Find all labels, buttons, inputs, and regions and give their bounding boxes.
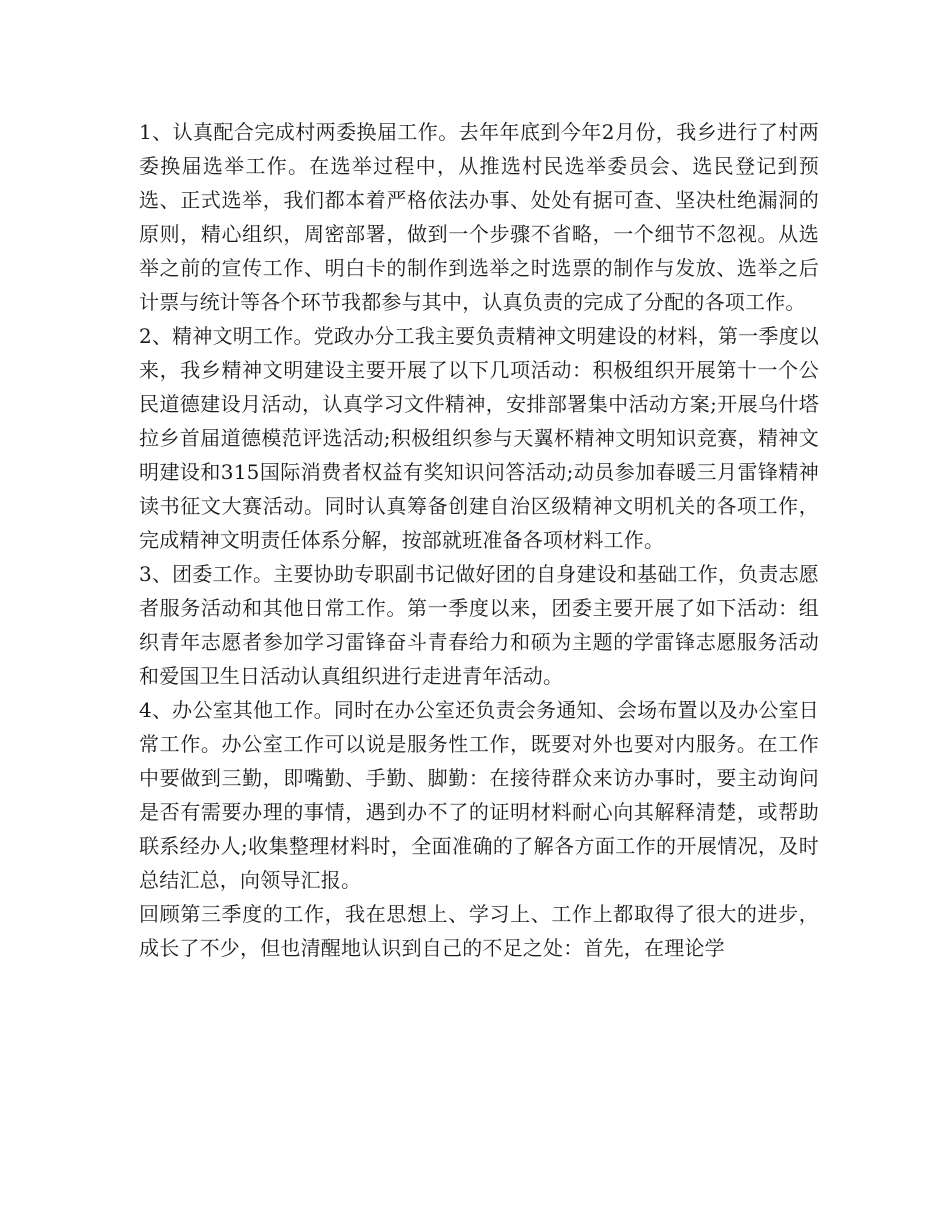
paragraph-spiritual-civilization: 2、精神文明工作。党政办分工我主要负责精神文明建设的材料，第一季度以来，我乡精神文明建设主要开展了以下几项活动：积极组织开展第十一个公民道德建设月活动，认真学习文件精神，安排部署集中活动方案;开展乌什塔拉乡首届道德模范评选活动;积极组织参与天翼杯精神文明知识竞赛，精神文明建设和315国际消费者权益有奖知识问答活动;动员参加春暖三月雷锋精神读书征文大赛活动。同时认真筹备创建自治区级精神文明机关的各项工作，完成精神文明责任体系分解，按部就班准备各项材料工作。 xyxy=(139,324,819,552)
paragraph-office-work: 4、办公室其他工作。同时在办公室还负责会务通知、会场布置以及办公室日常工作。办公室工作可以说是服务性工作，既要对外也要对内服务。在工作中要做到三勤，即嘴勤、手勤、脚勤：在接待群众来访办事时，要主动询问是否有需要办理的事情，遇到办不了的证明材料耐心向其解释清楚，或帮助联系经办人;收集整理材料时，全面准确的了解各方面工作的开展情况，及时总结汇总，向领导汇报。 xyxy=(139,698,819,892)
document-body xyxy=(139,115,819,965)
paragraph-review: 回顾第三季度的工作，我在思想上、学习上、工作上都取得了很大的进步，成长了不少，但也清醒地认识到自己的不足之处：首先，在理论学 xyxy=(139,902,819,960)
paragraph-village-election: 1、认真配合完成村两委换届工作。去年年底到今年2月份，我乡进行了村两委换届选举工作。在选举过程中，从推选村民选举委员会、选民登记到预选、正式选举，我们都本着严格依法办事、处处有据可查、坚决杜绝漏洞的原则，精心组织，周密部署，做到一个步骤不省略，一个细节不忽视。从选举之前的宣传工作、明白卡的制作到选举之时选票的制作与发放、选举之后计票与统计等各个环节我都参与其中，认真负责的完成了分配的各项工作。 xyxy=(139,120,819,314)
paragraph-youth-league: 3、团委工作。主要协助专职副书记做好团的自身建设和基础工作，负责志愿者服务活动和其他日常工作。第一季度以来，团委主要开展了如下活动：组织青年志愿者参加学习雷锋奋斗青春给力和硕为主题的学雷锋志愿服务活动和爱国卫生日活动认真组织进行走进青年活动。 xyxy=(139,562,819,688)
